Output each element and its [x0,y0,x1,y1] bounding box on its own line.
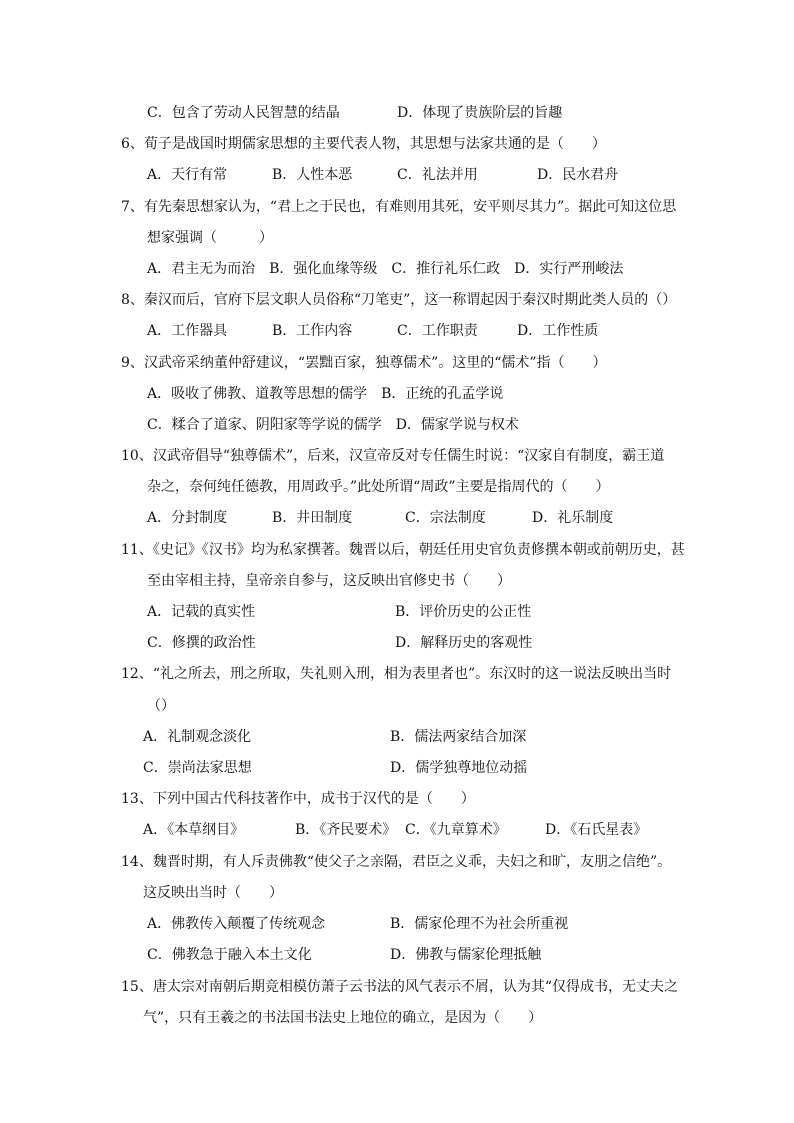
q6-option-a: A．天行有常 [147,167,228,183]
q14-option-a: A．佛教传入颠覆了传统观念 [147,916,326,932]
q6-option-d: D．民水君舟 [537,167,619,183]
question-6-stem: 6、荀子是战国时期儒家思想的主要代表人物，其思想与法家共通的是（ ） [121,136,606,152]
q5-option-c: C．包含了劳动人民智慧的结晶 [147,105,340,121]
question-15-stem: 15、唐太宗对南朝后期竞相模仿萧子云书法的风气表示不屑，认为其“仅得成书，无丈夫之 [121,979,678,995]
q5-option-d: D．体现了贵族阶层的旨趣 [397,105,563,121]
q7-options: A．君主无为而治 B．强化血缘等级 C．推行礼乐仁政 D．实行严刑峻法 [147,261,624,277]
q6-option-c: C．礼法并用 [397,167,478,183]
question-7-stem: 7、有先秦思想家认为，“君上之于民也，有难则用其死，安平则尽其力”。据此可知这位思 [121,199,677,215]
q12-option-b: B．儒法两家结合加深 [390,729,527,745]
q8-option-c: C．工作职责 [397,323,478,339]
question-12-stem: 12、“礼之所去，刑之所取，失礼则入刑，相为表里者也”。东汉时的这一说法反映出当时 [121,666,672,682]
question-15-stem-cont: 气”，只有王羲之的书法国书法史上地位的确立，是因为（ ） [143,1010,543,1026]
q14-option-c: C．佛教急于融入本土文化 [147,947,312,963]
question-11-stem-cont: 至由宰相主持，皇帝亲自参与，这反映出官修史书（ ） [147,573,511,589]
question-14-stem-cont: 这反映出当时（ ） [143,885,283,901]
q14-option-d: D．佛教与儒家伦理抵触 [390,947,542,963]
q6-option-b: B．人性本恶 [272,167,353,183]
q8-option-a: A．工作器具 [147,323,228,339]
q9-options-cd: C．糅合了道家、阴阳家等学说的儒学 D．儒家学说与权术 [147,417,519,433]
question-11-stem: 11、《史记》《汉书》均为私家撰著。魏晋以后，朝廷任用史官负责修撰本朝或前朝历史，甚 [121,542,685,558]
q13-option-b: B．《齐民要术》 [295,822,397,838]
q12-option-a: A．礼制观念淡化 [143,729,252,745]
q11-option-a: A．记载的真实性 [147,604,256,620]
q11-option-d: D．解释历史的客观性 [395,635,533,651]
q13-option-c: C．《九章算术》 [405,822,507,838]
question-10-stem-cont: 杂之，奈何纯任德教，用周政乎。”此处所谓“周政”主要是指周代的（ ） [147,479,610,495]
q13-option-d: D．《石氏星表》 [545,822,648,838]
question-14-stem: 14、魏晋时期，有人斥责佛教“使父子之亲隔，君臣之义乖，夫妇之和旷，友朋之信绝”。 [121,854,672,870]
q8-option-b: B．工作内容 [272,323,353,339]
question-7-stem-cont: 想家强调（ ） [147,230,273,246]
q10-option-a: A．分封制度 [147,510,228,526]
question-9-stem: 9、汉武帝采纳董仲舒建议，“罢黜百家，独尊儒术”。这里的“儒术”指（ ） [121,355,607,371]
q10-option-b: B．井田制度 [272,510,353,526]
q9-options-ab: A．吸收了佛教、道教等思想的儒学 B．正统的孔孟学说 [147,386,504,402]
q10-option-d: D．礼乐制度 [532,510,614,526]
q8-option-d: D．工作性质 [517,323,599,339]
q11-option-c: C．修撰的政治性 [147,635,256,651]
q11-option-b: B．评价历史的公正性 [395,604,532,620]
q14-option-b: B．儒家伦理不为社会所重视 [390,916,569,932]
question-13-stem: 13、下列中国古代科技著作中，成书于汉代的是（ ） [121,791,475,807]
q12-option-c: C．崇尚法家思想 [143,760,252,776]
q12-option-d: D．儒学独尊地位动摇 [390,760,528,776]
q10-option-c: C．宗法制度 [405,510,486,526]
q13-option-a: A．《本草纲目》 [143,822,245,838]
question-8-stem: 8、秦汉而后，官府下层文职人员俗称“刀笔吏”，这一称谓起因于秦汉时期此类人员的（） [121,292,677,308]
question-12-stem-cont: （） [147,698,175,714]
question-10-stem: 10、汉武帝倡导“独尊儒术”，后来，汉宣帝反对专任儒生时说：“汉家自有制度，霸王道 [121,448,665,464]
